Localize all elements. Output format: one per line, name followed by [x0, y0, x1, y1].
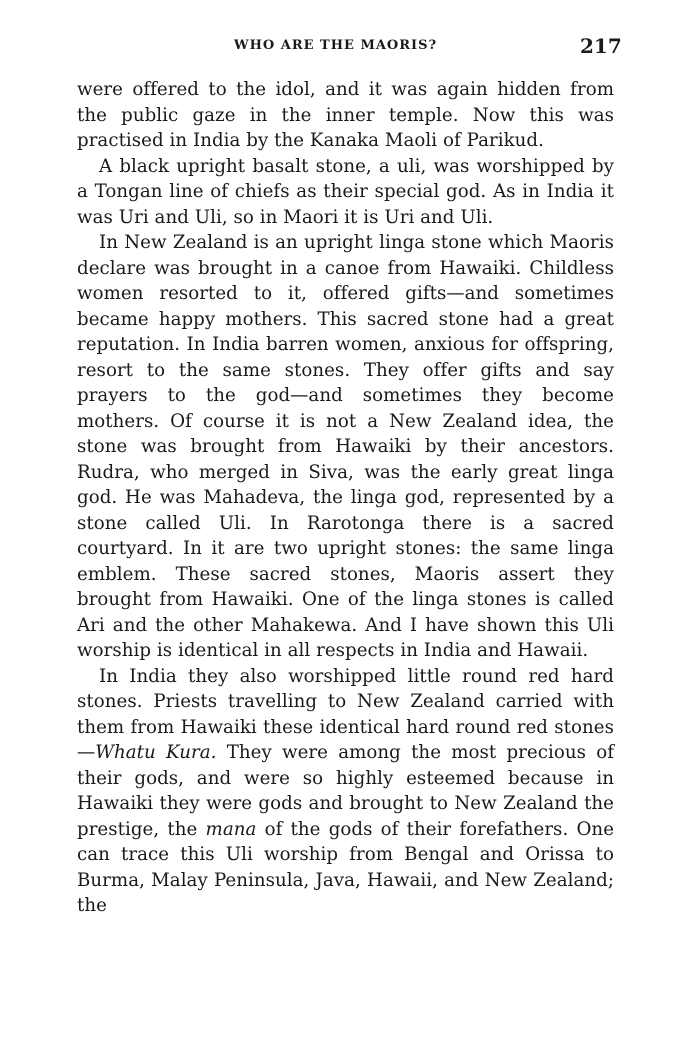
mana-term: mana — [205, 818, 257, 840]
paragraph-red-stones-text-1: In India they also worshipped little round red hard stones. Priests travelling to New Zealand carried with them from Hawaiki these identical hard round red stones— — [77, 665, 614, 763]
paragraph-linga-stone: In New Zealand is an upright linga stone which Maoris declare was brought in a canoe from Hawaiki. Childless women resorted to it, offered gifts—and sometimes became happy mothers. This sacred stone had a great reputation. In India barren women, anxious for offspring, resort to the same stones. They offer gifts and say prayers to the god—and sometimes they become mothers. Of course it is not a New Zealand idea, the stone was brought from Hawaiki by their ancestors. Rudra, who merged in Siva, was the early great linga god. He was Mahadeva, the linga god, represented by a stone called Uli. In Rarotonga there is a sacred courtyard. In it are two upright stones: the same linga emblem. These sacred stones, Maoris assert they brought from Hawaiki. One of the linga stones is called Ari and the other Mahakewa. And I have shown this Uli worship is identical in all respects in India and Hawaii. — [77, 232, 614, 661]
body-text — [77, 77, 614, 919]
paragraph-red-stones — [77, 664, 614, 919]
paragraph-continuation: were offered to the idol, and it was again hidden from the public gaze in the inner temple. Now this was practised in India by the Kanaka Maoli of Parikud. — [77, 79, 614, 151]
paragraph-red-stones-text-3: of the gods of their forefathers. One can trace this Uli worship from Bengal and Orissa to Burma, Malay Peninsula, Java, Hawaii, and New Zealand; the — [77, 818, 615, 916]
paragraph-red-stones-text-2: They were among the most precious of their gods, and were so highly esteemed because in Hawaiki they were gods and brought to New Zealand the prestige, the — [77, 742, 614, 840]
running-head — [0, 34, 700, 60]
paragraph-basalt-stone: A black upright basalt stone, a uli, was worshipped by a Tongan line of chiefs as their special god. As in India it was Uri and Uli, so in Maori it is Uri and Uli. — [77, 155, 614, 228]
page-number: 217 — [580, 34, 622, 58]
whatu-kura-term: Whatu Kura. — [95, 742, 217, 763]
running-title: WHO ARE THE MAORIS? — [234, 38, 438, 53]
